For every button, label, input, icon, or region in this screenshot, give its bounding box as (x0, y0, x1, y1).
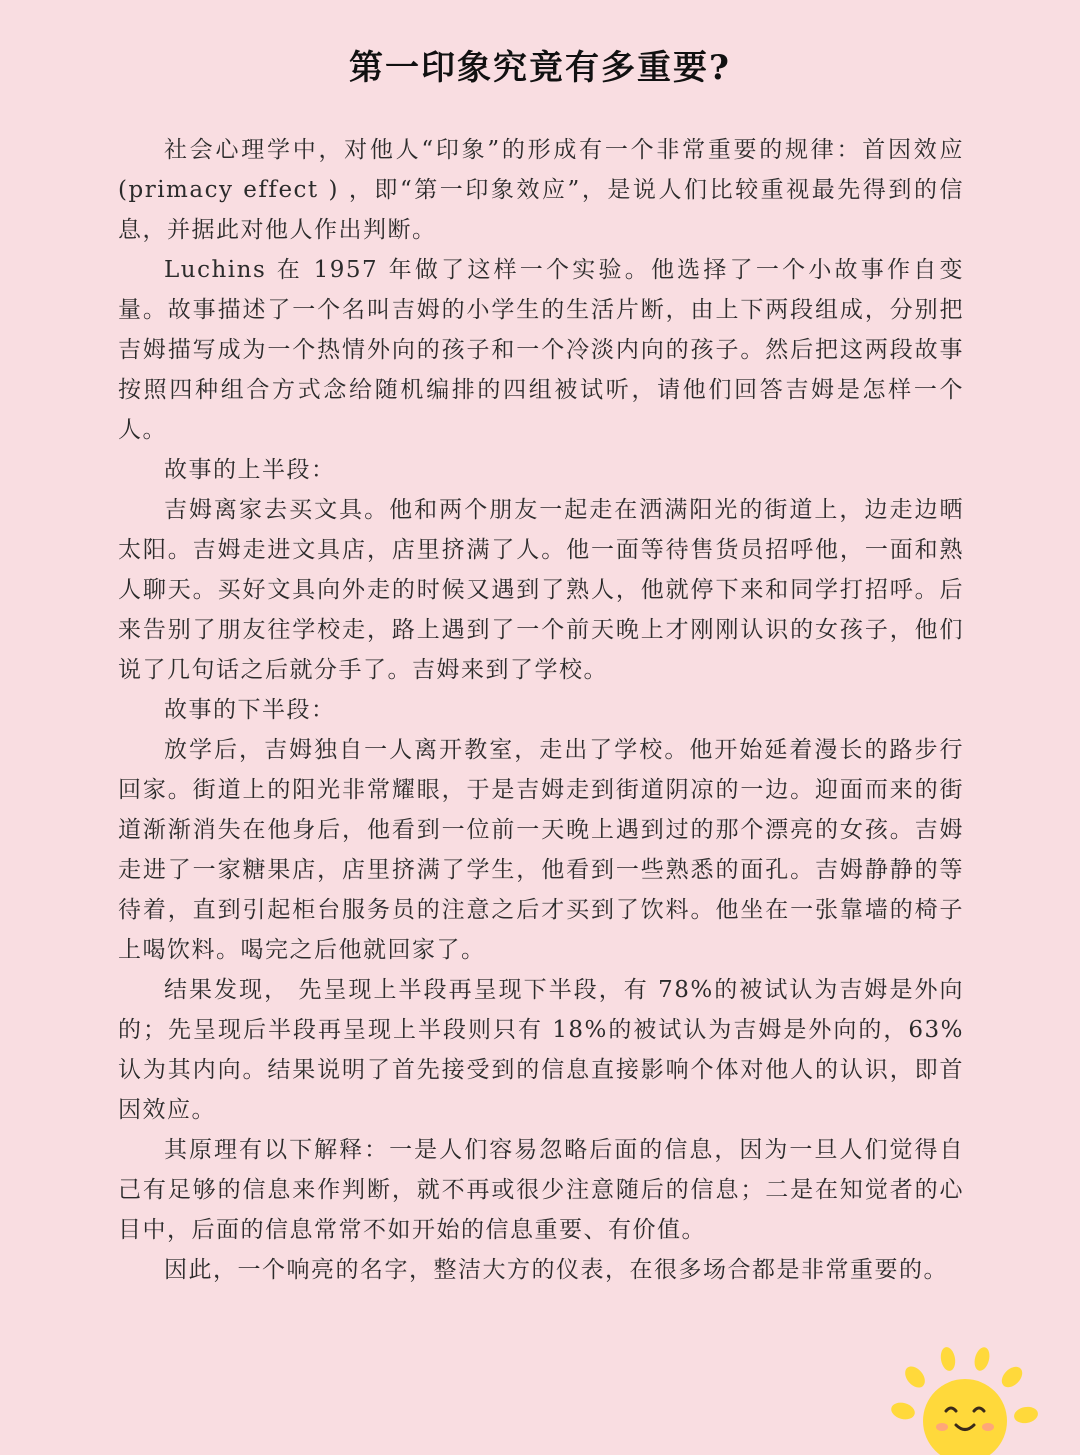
sun-body (923, 1379, 1007, 1455)
paragraph-second-half-heading: 故事的下半段： (164, 697, 336, 723)
page-title: 第一印象究竟有多重要? (349, 48, 731, 88)
paragraph-intro: 社会心理学中，对他人“印象”的形成有一个非常重要的规律：首因效应 (primacy effect ) ，即“第一印象效应”，是说人们比较重视最先得到的信息，并据此对他人作出判断。 (118, 137, 964, 243)
paragraph-first-half-story: 吉姆离家去买文具。他和两个朋友一起走在洒满阳光的街道上，边走边晒太阳。吉姆走进文具店，店里挤满了人。他一面等待售货员招呼他，一面和熟人聊天。买好文具向外走的时候又遇到了熟人，他就停下来和同学打招呼。后来告别了朋友往学校走，路上遇到了一个前天晚上才刚刚认识的女孩子，他们说了几句话之后就分手了。吉姆来到了学校。 (118, 497, 964, 683)
paragraph-experiment: Luchins 在 1957 年做了这样一个实验。他选择了一个小故事作自变量。故事描述了一个名叫吉姆的小学生的生活片断，由上下两段组成，分别把吉姆描写成为一个热情外向的孩子和一个冷淡内向的孩子。然后把这两段故事按照四种组合方式念给随机编排的四组被试听，请他们回答吉姆是怎样一个人。 (118, 257, 964, 443)
article-body (118, 130, 964, 1290)
paragraph-second-half-story: 放学后，吉姆独自一人离开教室，走出了学校。他开始延着漫长的路步行回家。街道上的阳光非常耀眼，于是吉姆走到街道阴凉的一边。迎面而来的街道渐渐消失在他身后，他看到一位前一天晚上遇到过的那个漂亮的女孩。吉姆走进了一家糖果店，店里挤满了学生，他看到一些熟悉的面孔。吉姆静静的等待着，直到引起柜台服务员的注意之后才买到了饮料。他坐在一张靠墙的椅子上喝饮料。喝完之后他就回家了。 (118, 737, 964, 963)
paragraph-first-half-heading: 故事的上半段： (164, 457, 336, 483)
paragraph-conclusion: 因此，一个响亮的名字，整洁大方的仪表，在很多场合都是非常重要的。 (164, 1257, 948, 1283)
paragraph-explanation: 其原理有以下解释：一是人们容易忽略后面的信息，因为一旦人们觉得自己有足够的信息来作判断，就不再或很少注意随后的信息；二是在知觉者的心目中，后面的信息常常不如开始的信息重要、有价值。 (118, 1137, 964, 1243)
paragraph-results: 结果发现， 先呈现上半段再呈现下半段，有 78%的被试认为吉姆是外向的；先呈现后半段再呈现上半段则只有 18%的被试认为吉姆是外向的，63%认为其内向。结果说明了首先接受到的信息直接影响个体对他人的认识，即首因效应。 (118, 977, 964, 1123)
